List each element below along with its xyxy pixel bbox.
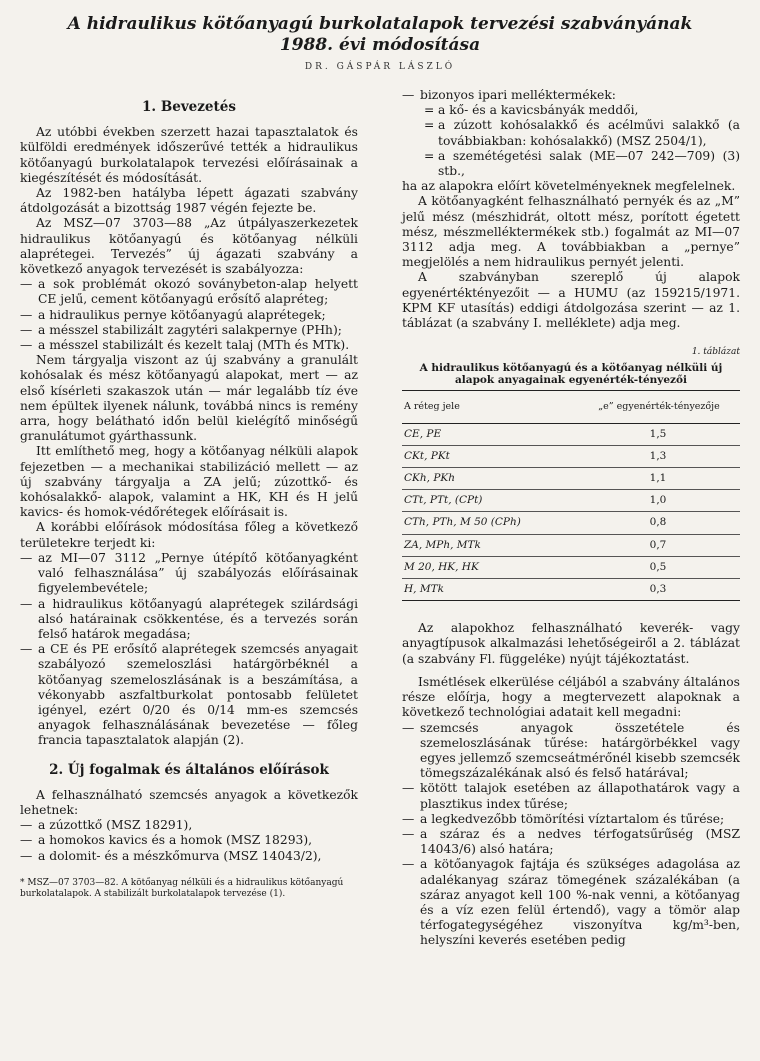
list-item: — bizonyos ipari melléktermékek: <box>402 88 740 103</box>
footnote: * MSZ—07 3703—82. A kötőanyag nélküli és a hidraulikus kötőanyagú burkolatalapok. A stabilizált burkolatalapok tervezése (1). <box>20 877 344 899</box>
paragraph: Az 1982-ben hatályba lépett ágazati szabvány átdolgozását a bizottság 1987 végén fejezte be. <box>20 186 358 216</box>
list-item: — a legkedvezőbb tömörítési víztartalom és tűrése; <box>402 812 740 827</box>
table-header-factor: „e” egyenérték-tényezője <box>576 391 740 423</box>
list-item: — a sok problémát okozó soványbeton-alap helyett CE jelű, cement kötőanyagú erősítő alapréteg; <box>20 277 358 307</box>
table-row <box>402 579 740 601</box>
factor-value: 1,1 <box>576 468 740 490</box>
table-row <box>402 468 740 490</box>
section-1-heading: 1. Bevezetés <box>142 99 236 115</box>
layer-code: CTt, PTt, (CPt) <box>402 490 576 512</box>
table-row <box>402 445 740 467</box>
list-item: — a kötőanyagok fajtája és szükséges adagolása az adalékanyag száraz tömegének százalékában (a száraz anyagot kell 100 %-nak venni, a kötőanyag és a víz ezen felül értendő), vagy a tömör alap térfogategységéhez viszonyítva kg/m³-ben, helyszíni keverés esetében pedig <box>402 857 740 948</box>
list-item: — a dolomit- és a mészkőmurva (MSZ 14043/2), <box>20 849 358 864</box>
sub-list-item: = a zúzott kohósalakkő és acélművi salakkő (a továbbiakban: kohósalakkő) (MSZ 2504/1), <box>402 118 740 148</box>
paragraph: Nem tárgyalja viszont az új szabvány a granulált kohósalak és mész kötőanyagú alapokat, mert — az első kísérleti szakaszok után — már legalább tíz éve nem épültek ilyenek nálunk, továbbá nincs is remény arra, hogy belátható időn belül kielégítő minőségű granulátumot gyárthassunk. <box>20 353 358 444</box>
factor-value: 0,5 <box>576 556 740 578</box>
paragraph: Az MSZ—07 3703—88 „Az útpályaszerkezetek hidraulikus kötőanyagú és kötőanyag nélküli alaprétegei. Tervezés” új ágazati szabvány a következő anyagok tervezését is szabályozza: <box>20 216 358 277</box>
factor-value: 1,0 <box>576 490 740 512</box>
paragraph: A szabványban szereplő új alapok egyenértéktényezőit — a HUMU (az 159215/1971. KPM KF utasítás) eddigi átdolgozása szerint — az 1. táblázat (a szabvány I. melléklete) adja meg. <box>402 270 740 331</box>
list-item: — kötött talajok esetében az állapothatárok vagy a plasztikus index tűrése; <box>402 781 740 811</box>
sub-list-item: = a kő- és a kavicsbányák meddői, <box>402 103 740 118</box>
table-row <box>402 490 740 512</box>
table-caption: 1. táblázat <box>691 347 740 358</box>
list-item: — a száraz és a nedves térfogatsűrűség (MSZ 14043/6) alsó határa; <box>402 827 740 857</box>
list-item: — szemcsés anyagok összetétele és szemeloszlásának tűrése: határgörbékkel vagy egyes jellemző szemcseátmérőnél kisebb szemcsék tömegszázalékának alsó és felső határával; <box>402 721 740 782</box>
paragraph: A felhasználható szemcsés anyagok a következők lehetnek: <box>20 787 358 817</box>
layer-code: CKt, PKt <box>402 445 576 467</box>
paragraph: Ismétlések elkerülése céljából a szabvány általános része előírja, hogy a megtervezett alapoknak a következő technológiai adatait kell megadni: <box>402 674 740 720</box>
list-item: — az MI—07 3112 „Pernye útépítő kötőanyagként való felhasználása” új szabályozás előírásainak figyelembevétele; <box>20 551 358 597</box>
table-title: A hidraulikus kötőanyagú és a kötőanyag nélküli új alapok anyagainak egyenérték-tényezői <box>419 362 723 387</box>
author: DR. GÁSPÁR LÁSZLÓ <box>304 62 456 72</box>
table-row <box>402 512 740 534</box>
layer-code: CE, PE <box>402 423 576 445</box>
columns <box>20 88 740 949</box>
list-item: — a homokos kavics és a homok (MSZ 18293), <box>20 833 358 848</box>
layer-code: CTh, PTh, M 50 (CPh) <box>402 512 576 534</box>
paragraph: A kötőanyagként felhasználható pernyék és az „M” jelű mész (mészhidrát, oltott mész, porított égetett mész, mészmelléktermékek stb.) fogalmát az MI—07 3112 adja meg. A továbbiakban a „pernye” megjelölés a nem hidraulikus pernyét jelenti. <box>402 194 740 270</box>
right-column <box>402 88 740 949</box>
left-column <box>20 88 358 949</box>
layer-code: ZA, MPh, MTk <box>402 534 576 556</box>
list-item: — a hidraulikus pernye kötőanyagú alaprétegek; <box>20 308 358 323</box>
table-row <box>402 423 740 445</box>
table-row <box>402 534 740 556</box>
title-line-2: 1988. évi módosítása <box>279 35 481 55</box>
section-2-heading: 2. Új fogalmak és általános előírások <box>49 761 329 778</box>
list-item: — a CE és PE erősítő alaprétegek szemcsés anyagait szabályozó szemeloszlási határgörbéknél a kötőanyag szemeloszlásának is a beszámítása, a vékonyabb aszfaltburkolat pontosabb felületet igényel, ezért 0/20 és 0/14 mm-es szemcsés anyagok felhasználásának bevezetése — főleg francia tapasztalatok alapján (2). <box>20 642 358 748</box>
table-row <box>402 556 740 578</box>
paragraph: ha az alapokra előírt követelményeknek megfelelnek. <box>402 179 736 194</box>
factor-value: 1,3 <box>576 445 740 467</box>
list-item: — a hidraulikus kötőanyagú alaprétegek szilárdsági alsó határainak csökkentése, és a tervezés során felső határok megadása; <box>20 597 358 643</box>
table-header-layer: A réteg jele <box>402 391 576 423</box>
title-line-1: A hidraulikus kötőanyagú burkolatalapok tervezési szabványának <box>67 14 693 34</box>
list-item: — a mésszel stabilizált és kezelt talaj (MTh és MTk). <box>20 338 358 353</box>
article-title <box>20 14 740 56</box>
factor-value: 0,7 <box>576 534 740 556</box>
sub-list-item: = a szemétégetési salak (ME—07 242—709) (3) stb., <box>402 149 740 179</box>
layer-code: H, MTk <box>402 579 576 601</box>
paragraph: Itt említhető meg, hogy a kötőanyag nélküli alapok fejezetben — a mechanikai stabilizáció mellett — az új szabvány tárgyalja a ZA jelű; zúzottkő- és kohósalakkő- alapok, valamint a HK, KH és H jelű kavics- és homok-védőrétegek előírásait is. <box>20 444 358 520</box>
paragraph: Az utóbbi években szerzett hazai tapasztalatok és külföldi eredmények időszerűvé tették a hidraulikus kötőanyagú burkolatalapok tervezési előírásainak a kiegészítését és módosítását. <box>20 125 358 185</box>
layer-code: M 20, HK, HK <box>402 556 576 578</box>
factor-value: 1,5 <box>576 423 740 445</box>
list-item: — a zúzottkő (MSZ 18291), <box>20 818 358 833</box>
paragraph: Az alapokhoz felhasználható keverék- vagy anyagtípusok alkalmazási lehetőségeiről a 2. táblázat (a szabvány Fl. függeléke) nyújt tájékoztatást. <box>402 621 740 666</box>
list-item: — a mésszel stabilizált zagytéri salakpernye (PHh); <box>20 323 358 338</box>
layer-code: CKh, PKh <box>402 468 576 490</box>
paragraph: A korábbi előírások módosítása főleg a következő területekre terjedt ki: <box>20 520 358 550</box>
factor-value: 0,3 <box>576 579 740 601</box>
factor-value: 0,8 <box>576 512 740 534</box>
equivalence-table <box>402 390 740 601</box>
